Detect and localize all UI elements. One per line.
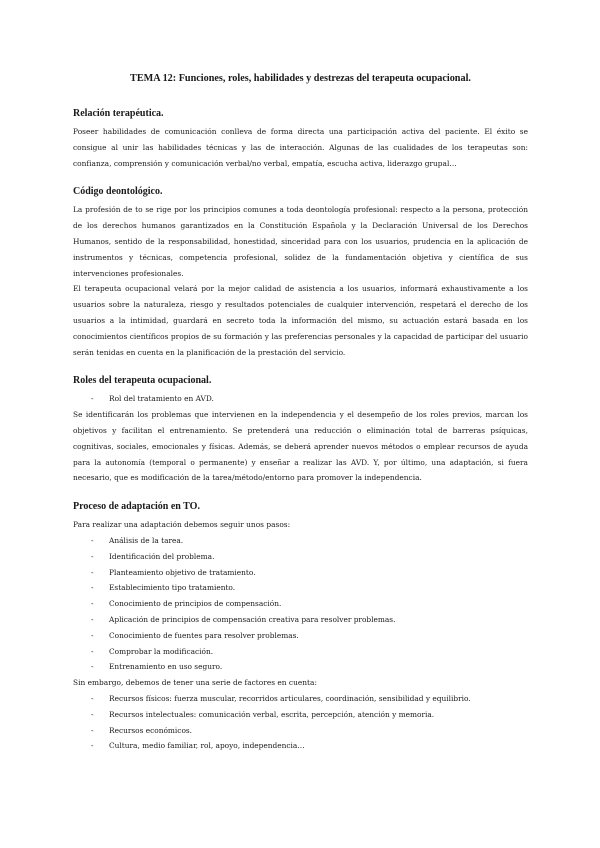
list-item-text: Cultura, medio familiar, rol, apoyo, independencia…: [109, 741, 305, 751]
list-item-text: Entrenamiento en uso seguro.: [109, 662, 223, 672]
roles-list: [73, 391, 528, 407]
dash-bullet: -: [91, 662, 94, 672]
paragraph: Se identificarán los problemas que intervienen en la independencia y el desempeño de los roles previos, marcan los objetivos y facilitan el entrenamiento. Se pretenderá una reducción o eliminación total de barreras psíquicas, cognitivas, sociales, emocionales y físicas. Además, se deberá aprender nuevos métodos o emplear recursos de ayuda para la autonomía (temporal o permanente) y enseñar a realizar las AVD. Y, por último, una adaptación, si fuera necesario, que es modificación de la tarea/método/entorno para promover la independencia.: [73, 410, 528, 483]
list-item-text: Conocimiento de fuentes para resolver problemas.: [109, 630, 299, 640]
dash-bullet: -: [91, 614, 94, 624]
list-item: [73, 596, 528, 612]
list-item-text: Planteamiento objetivo de tratamiento.: [109, 567, 256, 577]
dash-bullet: -: [91, 646, 94, 656]
paragraph: La profesión de to se rige por los principios comunes a toda deontología profesional: respecto a la persona, protección de los derechos humanos garantizados en la Constitución Española y la Declaración Universal de los Derechos Humanos, sentido de la responsabilidad, honestidad, sinceridad para con los usuarios, prudencia en la aplicación de instrumentos y técnicas, competencia profesional, solidez de la fundamentación objetiva y científica de sus intervenciones profesionales.: [73, 205, 528, 278]
list-item: [73, 723, 528, 739]
steps-list: [73, 533, 528, 675]
paragraph: Sin embargo, debemos de tener una serie de factores en cuenta:: [73, 678, 317, 688]
list-item: [73, 707, 528, 723]
section-heading-proceso: Proceso de adaptación en TO.: [73, 501, 200, 513]
document-page: [73, 72, 528, 768]
list-item-text: Establecimiento tipo tratamiento.: [109, 583, 236, 593]
list-item: [73, 580, 528, 596]
section-relacion: [73, 107, 528, 171]
list-item-text: Análisis de la tarea.: [109, 535, 184, 545]
list-item-text: Rol del tratamiento en AVD.: [109, 394, 214, 404]
list-item-text: Recursos económicos.: [109, 725, 193, 735]
section-heading-codigo: Código deontológico.: [73, 186, 163, 198]
dash-bullet: -: [91, 741, 94, 751]
dash-bullet: -: [91, 693, 94, 703]
list-item: [73, 533, 528, 549]
section-proceso: [73, 500, 528, 754]
list-item-text: Aplicación de principios de compensación creativa para resolver problemas.: [109, 614, 396, 624]
dash-bullet: -: [91, 709, 94, 719]
factors-list: [73, 691, 528, 754]
list-item: [73, 612, 528, 628]
paragraph: Para realizar una adaptación debemos seguir unos pasos:: [73, 520, 291, 530]
dash-bullet: -: [91, 583, 94, 593]
page-title: TEMA 12: Funciones, roles, habilidades y destrezas del terapeuta ocupacional.: [130, 73, 471, 84]
paragraph: El terapeuta ocupacional velará por la mejor calidad de asistencia a los usuarios, informará exhaustivamente a los usuarios sobre la naturaleza, riesgo y resultados potenciales de cualquier intervención, respetará el derecho de los usuarios a la intimidad, guardará en secreto toda la información del mismo, su actuación estará basada en los conocimientos científicos propios de su formación y las preferencias personales y la capacidad de participar del usuario serán tenidas en cuenta en la planificación de la prestación del servicio.: [73, 284, 528, 357]
list-item-text: Recursos intelectuales: comunicación verbal, escrita, percepción, atención y memoria.: [109, 709, 435, 719]
list-item-text: Conocimiento de principios de compensación.: [109, 599, 282, 609]
list-item: [73, 628, 528, 644]
dash-bullet: -: [91, 599, 94, 609]
list-item: [73, 738, 528, 754]
section-heading-relacion: Relación terapéutica.: [73, 108, 164, 119]
list-item: [73, 565, 528, 581]
list-item-text: Recursos físicos: fuerza muscular, recorridos articulares, coordinación, sensibilidad y equilibrio.: [109, 693, 471, 703]
paragraph: Poseer habilidades de comunicación conlleva de forma directa una participación activa del paciente. El éxito se consigue al unir las habilidades técnicas y las de interacción. Algunas de las cualidades de los terapeutas son: confianza, comprensión y comunicación verbal/no verbal, empatía, escucha activa, liderazgo grupal…: [73, 127, 528, 168]
section-heading-roles: Roles del terapeuta ocupacional.: [73, 375, 212, 387]
list-item: [73, 549, 528, 565]
list-item-text: Identificación del problema.: [109, 551, 215, 561]
dash-bullet: -: [91, 535, 94, 545]
list-item: [73, 644, 528, 660]
dash-bullet: -: [91, 551, 94, 561]
list-item: [73, 391, 528, 407]
list-item-text: Comprobar la modificación.: [109, 646, 214, 656]
dash-bullet: -: [91, 394, 94, 404]
section-roles: [73, 374, 528, 486]
list-item: [73, 659, 528, 675]
dash-bullet: -: [91, 725, 94, 735]
dash-bullet: -: [91, 630, 94, 640]
list-item: [73, 691, 528, 707]
section-codigo: [73, 185, 528, 360]
dash-bullet: -: [91, 567, 94, 577]
